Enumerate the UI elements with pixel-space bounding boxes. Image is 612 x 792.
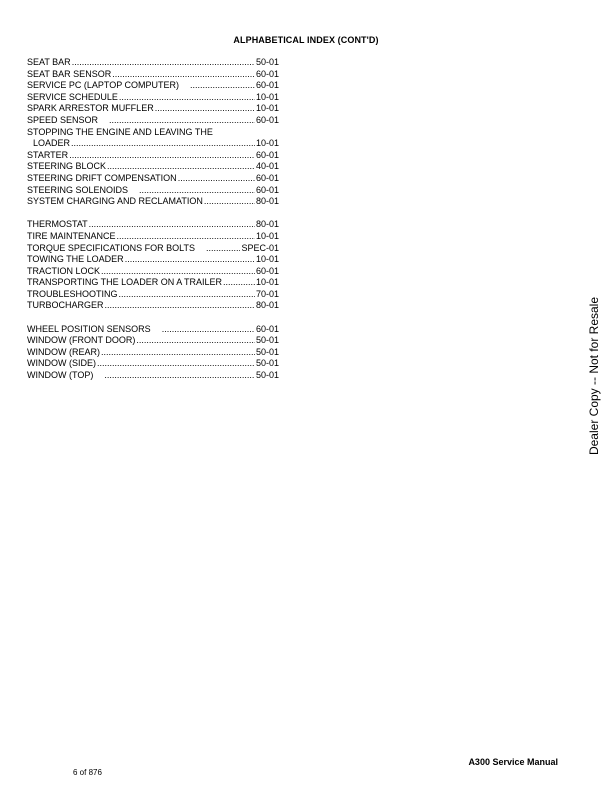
index-entry-name: STEERING BLOCK (27, 161, 107, 172)
index-entry (27, 289, 279, 301)
index-entry-name: STOPPING THE ENGINE AND LEAVING THE (27, 126, 213, 137)
index-entry-name: THERMOSTAT (27, 219, 88, 230)
index-entry-page: 50-01 (255, 370, 279, 381)
index-entry-page: 40-01 (255, 161, 279, 172)
dot-leader (223, 277, 255, 289)
index-entry-name: SPARK ARRESTOR MUFFLER (27, 103, 154, 114)
index-entry (27, 370, 279, 382)
index-entry-name: TIRE MAINTENANCE (27, 230, 116, 241)
index-entry-name: LOADER (33, 138, 71, 149)
index-entry-page: 60-01 (255, 323, 279, 334)
index-entry-name: TROUBLESHOOTING (27, 288, 118, 299)
index-entry-name: WINDOW (REAR) (27, 346, 100, 357)
index-entry-page: 50-01 (255, 335, 279, 346)
index-entry (27, 347, 279, 359)
index-entry-page: 80-01 (255, 219, 279, 230)
index-entry-page: 60-01 (255, 68, 279, 79)
index-entry (27, 80, 279, 92)
index-entry-page: 10-01 (255, 230, 279, 241)
index-entry-page: 80-01 (255, 300, 279, 311)
index-entry-page: 10-01 (255, 254, 279, 265)
index-entry (27, 243, 279, 255)
index-entry (27, 92, 279, 104)
index-entry-name: SERVICE PC (LAPTOP COMPUTER) (27, 80, 180, 91)
dot-leader (136, 335, 255, 347)
index-entry (27, 57, 279, 69)
index-entry-name: TRACTION LOCK (27, 265, 101, 276)
index-entry (27, 69, 279, 81)
dot-leader (119, 92, 255, 104)
alphabetical-index (27, 57, 279, 382)
index-entry-page: 10-01 (255, 103, 279, 114)
index-entry-page: 80-01 (255, 196, 279, 207)
dot-leader (119, 289, 255, 301)
dot-leader (117, 231, 255, 243)
dot-leader (139, 185, 255, 197)
dot-leader (125, 254, 255, 266)
index-entry-page: 60-01 (255, 184, 279, 195)
index-entry (27, 103, 279, 115)
manual-title: A300 Service Manual (468, 757, 558, 767)
dot-leader (89, 219, 255, 231)
index-entry (27, 185, 279, 197)
dot-leader (97, 358, 255, 370)
index-entry-page: 60-01 (255, 80, 279, 91)
index-entry (27, 127, 279, 139)
dot-leader (178, 173, 255, 185)
index-entry (27, 266, 279, 278)
index-entry-name: SPEED SENSOR (27, 114, 99, 125)
index-entry-name: SEAT BAR (27, 57, 71, 67)
index-entry-name: STARTER (27, 149, 69, 160)
index-entry-name: SYSTEM CHARGING AND RECLAMATION (27, 196, 203, 207)
index-entry (27, 115, 279, 127)
dot-leader (69, 150, 255, 162)
dot-leader (101, 347, 255, 359)
dot-leader (190, 80, 255, 92)
index-entry (27, 196, 279, 208)
page-title: ALPHABETICAL INDEX (CONT'D) (233, 35, 379, 45)
index-entry-page: 60-01 (255, 149, 279, 160)
dot-leader (112, 69, 255, 81)
index-entry-page: SPEC-01 (241, 242, 279, 253)
index-entry (27, 161, 279, 173)
dot-leader (155, 103, 255, 115)
index-entry-name: SERVICE SCHEDULE (27, 91, 118, 102)
index-entry-page: 60-01 (255, 114, 279, 125)
index-entry-name: STEERING DRIFT COMPENSATION (27, 172, 177, 183)
index-entry-name: WINDOW (SIDE) (27, 358, 96, 369)
dot-leader (204, 196, 255, 208)
dot-leader (206, 243, 240, 255)
index-entry (27, 231, 279, 243)
index-entry (27, 219, 279, 231)
index-entry (27, 173, 279, 185)
index-entry-page: 60-01 (255, 265, 279, 276)
dot-leader (104, 370, 255, 382)
index-entry-page: 10-01 (255, 138, 279, 149)
index-entry (27, 324, 279, 336)
dot-leader (107, 161, 255, 173)
index-entry (27, 254, 279, 266)
index-entry-name: STEERING SOLENOIDS (27, 184, 129, 195)
index-entry (27, 300, 279, 312)
index-entry (27, 150, 279, 162)
index-entry-name: TORQUE SPECIFICATIONS FOR BOLTS (27, 242, 196, 253)
group-spacer (27, 312, 279, 324)
dot-leader (71, 138, 255, 150)
dot-leader (101, 266, 255, 278)
index-entry (27, 138, 279, 150)
page-number: 6 of 876 (73, 768, 102, 777)
index-entry (27, 335, 279, 347)
index-entry-page: 60-01 (255, 172, 279, 183)
index-entry-name: SEAT BAR SENSOR (27, 68, 112, 79)
index-entry-name: TRANSPORTING THE LOADER ON A TRAILER (27, 277, 223, 288)
index-entry-name: WINDOW (TOP) (27, 370, 94, 381)
dot-leader (162, 324, 255, 336)
index-entry-page: 50-01 (255, 57, 279, 67)
index-entry (27, 277, 279, 289)
dot-leader (72, 57, 255, 69)
index-entry-page: 70-01 (255, 288, 279, 299)
dot-leader (109, 115, 255, 127)
index-entry-page: 50-01 (255, 358, 279, 369)
index-entry-name: TOWING THE LOADER (27, 254, 124, 265)
dot-leader (105, 300, 255, 312)
watermark: Dealer Copy -- Not for Resale (587, 296, 601, 456)
index-entry-page: 10-01 (255, 91, 279, 102)
group-spacer (27, 208, 279, 220)
index-entry-page: 50-01 (255, 346, 279, 357)
index-entry-name: TURBOCHARGER (27, 300, 104, 311)
index-entry-name: WINDOW (FRONT DOOR) (27, 335, 136, 346)
index-entry (27, 358, 279, 370)
index-entry-name: WHEEL POSITION SENSORS (27, 323, 151, 334)
index-entry-page: 10-01 (255, 277, 279, 288)
